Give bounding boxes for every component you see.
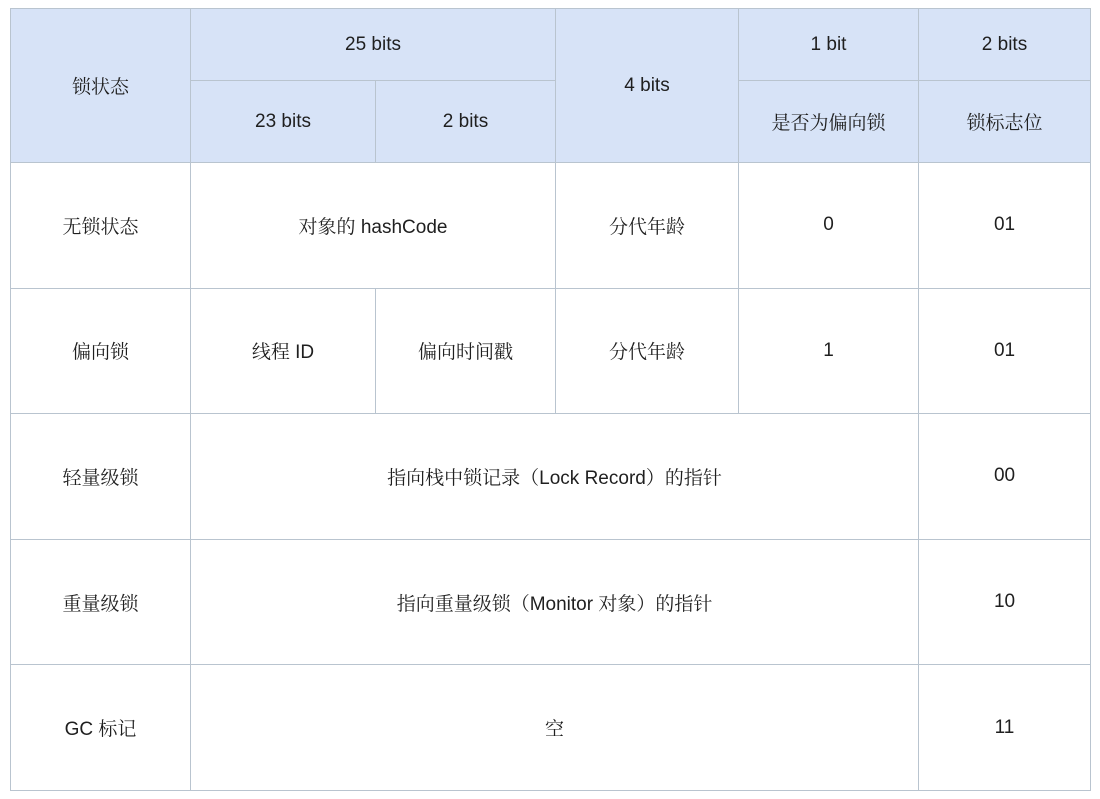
row-monitor-pointer: 指向重量级锁（Monitor 对象）的指针 [191, 539, 919, 665]
table-row [11, 539, 1091, 665]
row-flag-biased-lock: 01 [919, 288, 1091, 414]
header-25-bits: 25 bits [191, 9, 556, 81]
header-sub-2-bits: 2 bits [376, 81, 556, 163]
header-is-biased-lock: 是否为偏向锁 [739, 81, 919, 163]
row-bias-no-lock: 0 [739, 163, 919, 289]
table-body [11, 163, 1091, 791]
row-flag-gc-mark: 11 [919, 665, 1091, 791]
table-header [11, 9, 1091, 163]
header-lock-state: 锁状态 [11, 9, 191, 163]
row-flag-lightweight-lock: 00 [919, 414, 1091, 540]
table-row [11, 163, 1091, 289]
row-state-biased-lock: 偏向锁 [11, 288, 191, 414]
row-state-heavyweight-lock: 重量级锁 [11, 539, 191, 665]
row-thread-id: 线程 ID [191, 288, 376, 414]
row-age-no-lock: 分代年龄 [556, 163, 739, 289]
object-header-lock-state-table [10, 8, 1091, 791]
table-row [11, 288, 1091, 414]
header-1-bit: 1 bit [739, 9, 919, 81]
header-2-bits: 2 bits [919, 9, 1091, 81]
row-lock-record-pointer: 指向栈中锁记录（Lock Record）的指针 [191, 414, 919, 540]
header-4-bits: 4 bits [556, 9, 739, 163]
row-gc-empty: 空 [191, 665, 919, 791]
header-row-top [11, 9, 1091, 81]
row-hashcode: 对象的 hashCode [191, 163, 556, 289]
header-lock-flag: 锁标志位 [919, 81, 1091, 163]
row-flag-heavyweight-lock: 10 [919, 539, 1091, 665]
row-state-lightweight-lock: 轻量级锁 [11, 414, 191, 540]
table-row [11, 665, 1091, 791]
row-bias-epoch: 偏向时间戳 [376, 288, 556, 414]
row-flag-no-lock: 01 [919, 163, 1091, 289]
row-age-biased-lock: 分代年龄 [556, 288, 739, 414]
row-bias-biased-lock: 1 [739, 288, 919, 414]
table-row [11, 414, 1091, 540]
row-state-gc-mark: GC 标记 [11, 665, 191, 791]
row-state-no-lock: 无锁状态 [11, 163, 191, 289]
header-23-bits: 23 bits [191, 81, 376, 163]
